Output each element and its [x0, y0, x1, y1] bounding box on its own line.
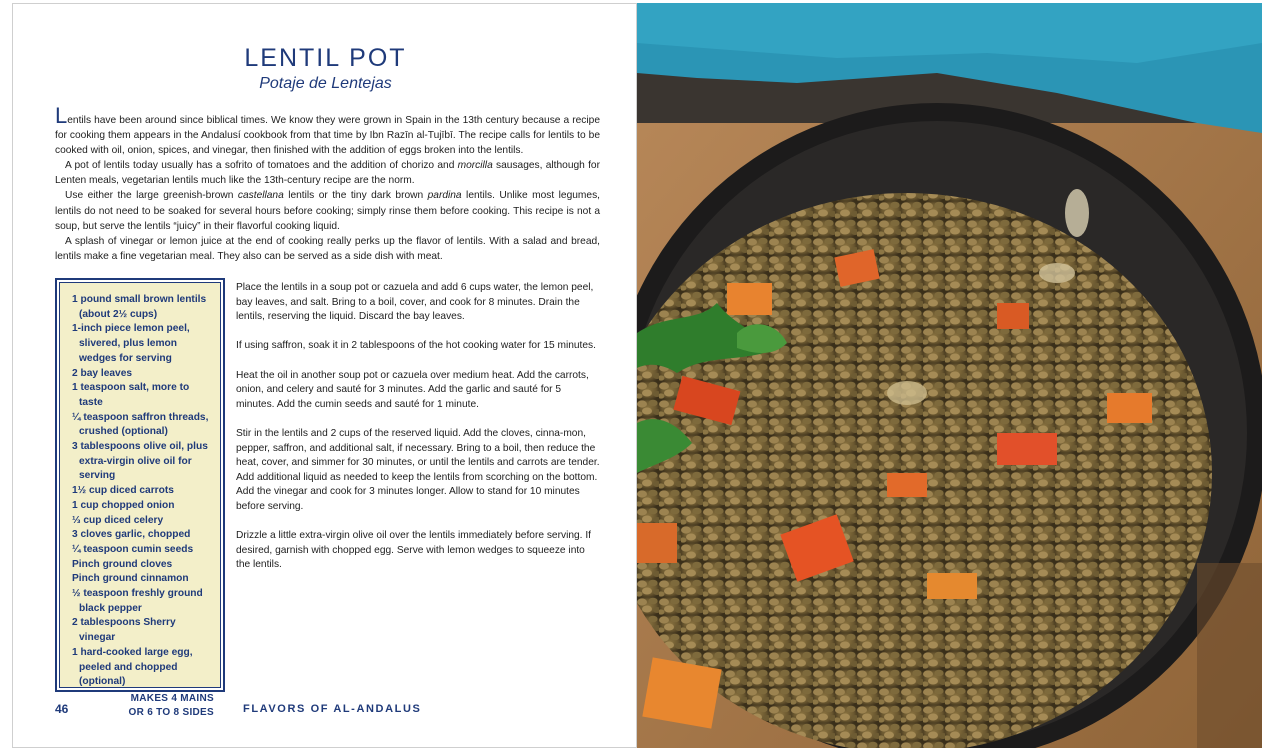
- yield-line-1: MAKES 4 MAINS: [130, 692, 214, 704]
- ingredient-item: 1 hard-cooked large egg, peeled and chopped (optional): [72, 646, 193, 688]
- recipe-subtitle: Potaje de Lentejas: [259, 75, 392, 92]
- method-step: If using saffron, soak it in 2 tablespoons of the hot cooking water for 15 minutes.: [236, 340, 596, 352]
- ingredient-item: ¼ teaspoon saffron threads, crushed (optional): [72, 411, 209, 438]
- drop-cap: L: [55, 103, 68, 128]
- intro-paragraph-1: Lentils have been around since biblical times. We know they were grown in Spain in the 13th century because a recipe for cooking them appears in the Andalusí cookbook from that time by Ibn Razīn al-Tujībī. The recipe calls for lentils to be cooked with oil, onion, spices, and vinegar, then finished with the addition of eggs broken into the lentils.: [55, 103, 600, 157]
- method-step: Heat the oil in another soup pot or cazuela over medium heat. Add the carrots, onion, and celery and sauté for 3 minutes. Add the garlic and sauté for 5 minutes. Add the cumin seeds and sauté for 1 minute.: [236, 369, 589, 410]
- ingredient-item: ½ teaspoon freshly ground black pepper: [72, 588, 203, 614]
- ingredient-item: 1 pound small brown lentils (about 2½ cups): [72, 294, 207, 320]
- intro-text: [55, 103, 601, 264]
- intro-paragraph-4: A splash of vinegar or lemon juice at the end of cooking really perks up the flavor of lentils. With a salad and bread, lentils make a fine vegetarian meal. They also can be served as a side dish with meat.: [55, 235, 600, 262]
- ingredient-item: 2 tablespoons Sherry vinegar: [72, 617, 176, 644]
- ingredient-item: ⅓ cup diced celery: [72, 514, 164, 526]
- ingredient-item: ¼ teaspoon cumin seeds: [72, 543, 194, 555]
- method-step: Place the lentils in a soup pot or cazuela and add 6 cups water, the lemon peel, bay leaves, and salt. Bring to a boil, cover, and cook for 8 minutes. Drain the lentils, reserving the liquid. Discard the bay leaves.: [236, 282, 594, 323]
- page-number: 46: [55, 702, 69, 716]
- method-step: Drizzle a little extra-virgin olive oil over the lentils immediately before serving. If desired, garnish with chopped egg. Serve with lemon wedges to squeeze into the lentils.: [236, 530, 592, 571]
- ingredient-item: 1-inch piece lemon peel, slivered, plus lemon wedges for serving: [72, 323, 190, 364]
- method-step: Stir in the lentils and 2 cups of the reserved liquid. Add the cloves, cinna-mon, pepper, saffron, and additional salt, if necessary. Bring to a boil, then reduce the heat, cover, and simmer for 30 minutes, or until the lentils and carrots are tender. Add additional liquid as needed to keep the lentils from scorching on the bottom. Add the vinegar and cook for 3 minutes longer. Allow to stand for 10 minutes before serving.: [236, 427, 600, 512]
- ingredient-item: 1½ cup diced carrots: [72, 485, 174, 497]
- intro-paragraph-2: A pot of lentils today usually has a sofrito of tomatoes and the addition of chorizo and morcilla sausages, although for Lenten meals, vegetarian lentils much like the 13th-century recipe are the norm.: [55, 160, 600, 187]
- ingredient-item: Pinch ground cinnamon: [72, 573, 189, 585]
- ingredient-item: 2 bay leaves: [72, 367, 133, 379]
- intro-paragraph-3: Use either the large greenish-brown castellana lentils or the tiny dark brown pardina lentils. Unlike most legumes, lentils do not need to be soaked for several hours before cooking; simply rinse them before cooking. This recipe is not a soup, but serve the lentils “juicy” in their flavorful cooking liquid.: [55, 190, 601, 232]
- left-page: [12, 3, 637, 748]
- method-steps: [236, 281, 601, 587]
- right-page-photo: [637, 3, 1262, 748]
- recipe-title: LENTIL POT: [244, 44, 407, 72]
- ingredient-item: 3 cloves garlic, chopped: [72, 529, 191, 541]
- yield-line-2: OR 6 TO 8 SIDES: [128, 707, 214, 719]
- lentil-stew-photo: [637, 3, 1262, 748]
- ingredient-item: 1 cup chopped onion: [72, 499, 175, 511]
- ingredient-item: 3 tablespoons olive oil, plus extra-virgin olive oil for serving: [72, 441, 208, 482]
- ingredient-item: Pinch ground cloves: [72, 558, 173, 570]
- title-block: [13, 44, 638, 93]
- running-head: FLAVORS OF AL-ANDALUS: [243, 703, 422, 715]
- ingredient-item: 1 teaspoon salt, more to taste: [72, 382, 190, 408]
